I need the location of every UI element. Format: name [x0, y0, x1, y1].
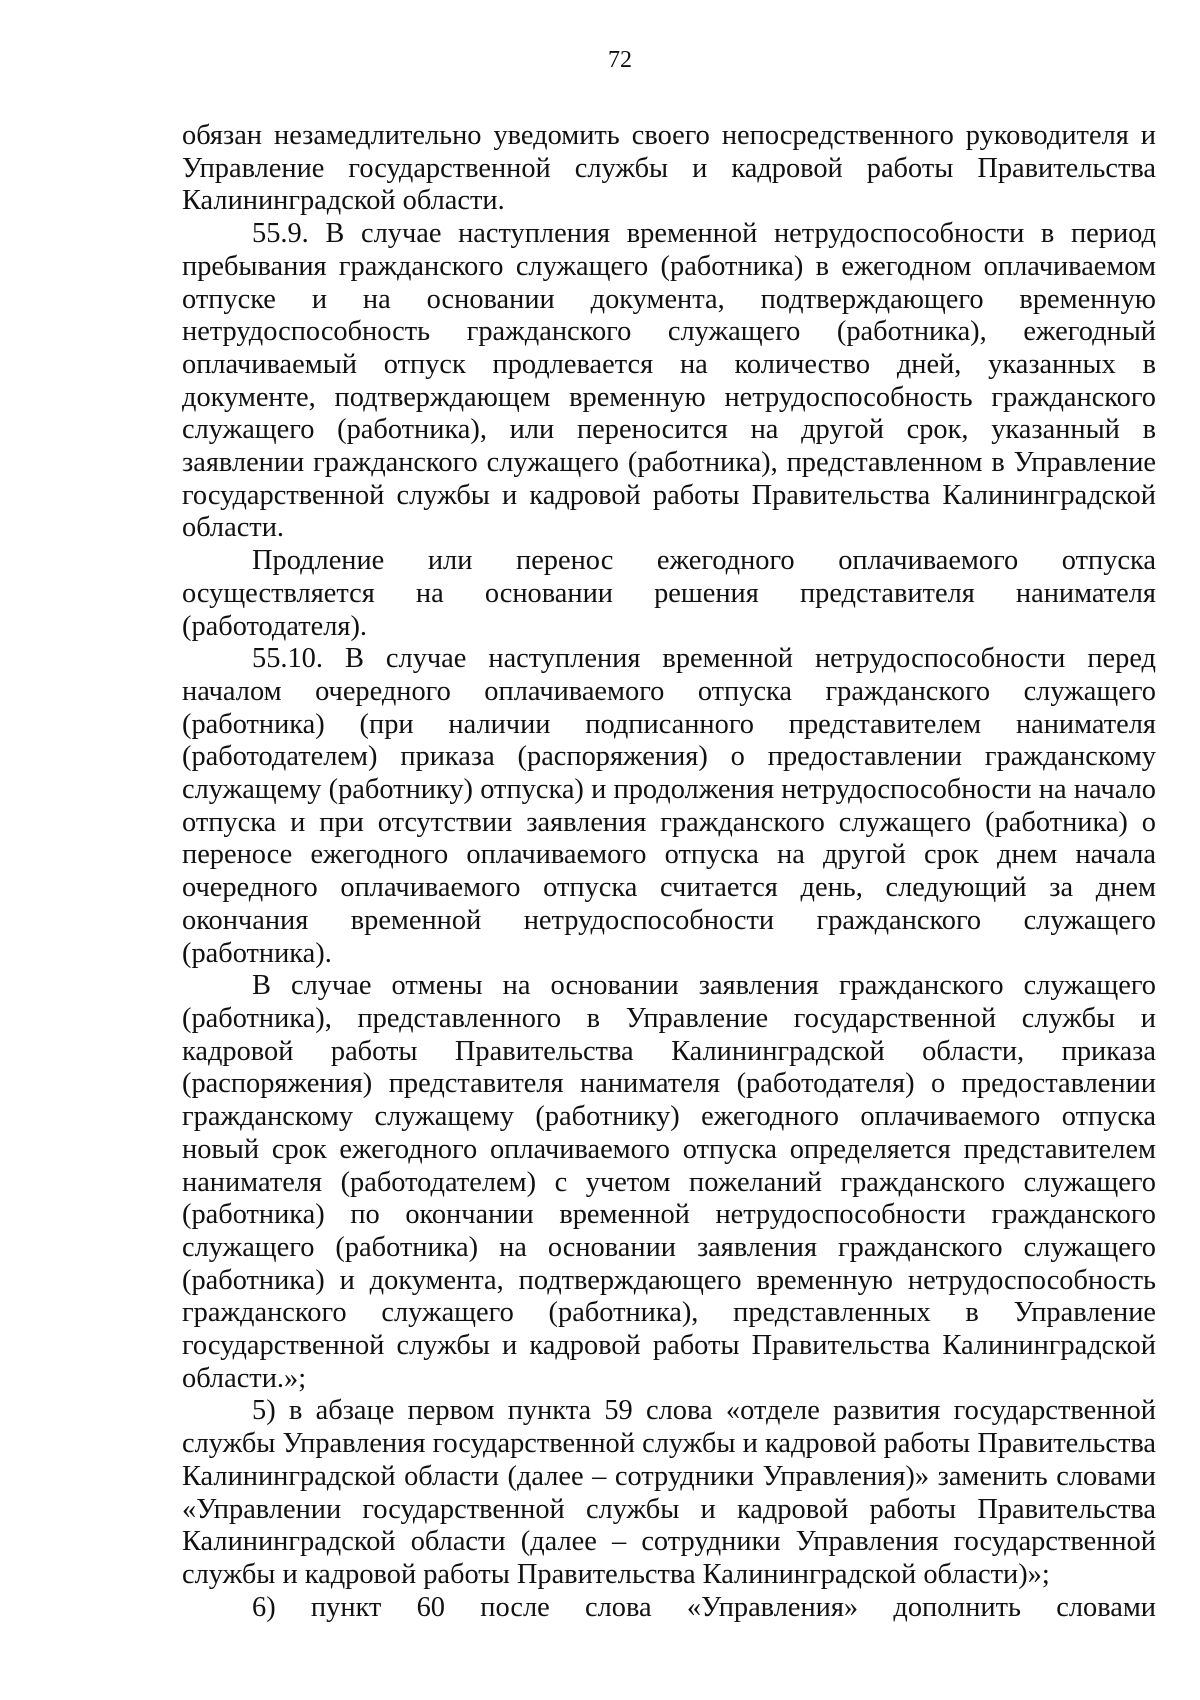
paragraph-55-9: 55.9. В случае наступления временной нетрудоспособности в период пребывания гражданского служащего (работника) в ежегодном оплачиваемом отпуске и на основании документа, подтверждающего временную нетрудоспособность гражданского служащего (работника), ежегодный оплачиваемый отпуск продлевается на количество дней, указанных в документе, подтверждающем временную нетрудоспособность гражданского служащего (работника), или переносится на другой срок, указанный в заявлении гражданского служащего (работника), представленном в Управление государственной службы и кадровой работы Правительства Калининградской области. — [182, 218, 1156, 544]
page-number: 72 — [608, 47, 632, 73]
paragraph-cancellation: В случае отмены на основании заявления гражданского служащего (работника), представленного в Управление государственной службы и кадровой работы Правительства Калининградской области, приказа (распоряжения) представителя нанимателя (работодателя) о предоставлении гражданскому служащему (работнику) ежегодного оплачиваемого отпуска новый срок ежегодного оплачиваемого отпуска определяется представителем нанимателя (работодателем) с учетом пожеланий гражданского служащего (работника) по окончании временной нетрудоспособности гражданского служащего (работника) на основании заявления гражданского служащего (работника) и документа, подтверждающего временную нетрудоспособность гражданского служащего (работника), представленных в Управление государственной службы и кадровой работы Правительства Калининградской области.»; — [182, 970, 1156, 1394]
paragraph-item-5: 5) в абзаце первом пункта 59 слова «отделе развития государственной службы Управления государственной службы и кадровой работы Правительства Калининградской области (далее – сотрудники Управления)» заменить словами «Управлении государственной службы и кадровой работы Правительства Калининградской области (далее – сотрудники Управления государственной службы и кадровой работы Правительства Калининградской области)»; — [182, 1395, 1156, 1590]
paragraph-item-6: 6) пункт 60 после слова «Управления» дополнить словами — [252, 1591, 1156, 1623]
paragraph-continuation: обязан незамедлительно уведомить своего непосредственного руководителя и Управление государственной службы и кадровой работы Правительства Калининградской области. — [182, 120, 1156, 217]
paragraph-55-10: 55.10. В случае наступления временной нетрудоспособности перед началом очередного оплачиваемого отпуска гражданского служащего (работника) (при наличии подписанного представителем нанимателя (работодателем) приказа (распоряжения) о предоставлении гражданскому служащему (работнику) отпуска) и продолжения нетрудоспособности на начало отпуска и при отсутствии заявления гражданского служащего (работника) о переносе ежегодного оплачиваемого отпуска на другой срок днем начала очередного оплачиваемого отпуска считается день, следующий за днем окончания временной нетрудоспособности гражданского служащего (работника). — [182, 643, 1156, 969]
paragraph-extension-or-transfer: Продление или перенос ежегодного оплачиваемого отпуска осуществляется на основании решения представителя нанимателя (работодателя). — [182, 545, 1156, 642]
document-body — [182, 120, 1156, 1624]
